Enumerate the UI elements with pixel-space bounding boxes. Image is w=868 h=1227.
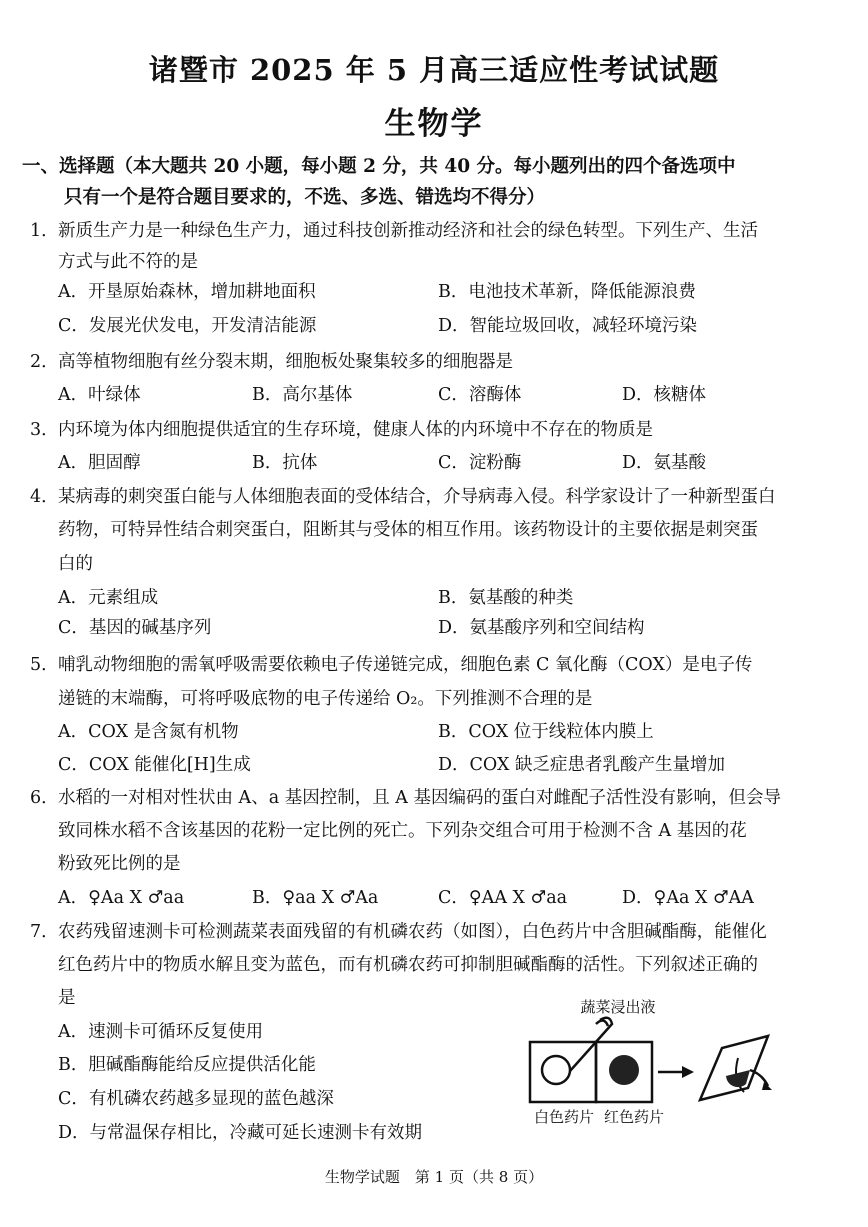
question-number: 4． bbox=[30, 487, 59, 507]
figure-label-red: 红色药片 bbox=[604, 1108, 665, 1126]
option-a: A．开垦原始森林，增加耕地面积 bbox=[58, 282, 316, 302]
option-c: C．基因的碱基序列 bbox=[58, 618, 212, 638]
question-stem-line: 水稻的一对相对性状由 A、a 基因控制，且 A 基因编码的蛋白对雌配子活性没有影响，但会导 bbox=[58, 788, 781, 808]
question-stem-line: 粉致死比例的是 bbox=[58, 854, 181, 874]
section-heading-line1: 一、选择题（本大题共 20 小题，每小题 2 分，共 40 分。每小题列出的四个备选项中 bbox=[22, 156, 736, 177]
option-c: C．淀粉酶 bbox=[438, 453, 522, 473]
option-b: B．♀aa X ♂Aa bbox=[252, 888, 379, 908]
folded-card-icon bbox=[700, 1036, 768, 1100]
option-a: A．♀Aa X ♂aa bbox=[58, 888, 185, 908]
red-tablet-icon bbox=[609, 1055, 639, 1085]
test-card-figure bbox=[500, 990, 800, 1140]
exam-title: 诸暨市 2025 年 5 月高三适应性考试试题 bbox=[148, 53, 720, 87]
question-stem-line: 致同株水稻不含该基因的花粉一定比例的死亡。下列杂交组合可用于检测不含 A 基因的花 bbox=[58, 821, 747, 841]
option-d: D．♀Aa X ♂AA bbox=[622, 888, 754, 908]
question-stem-line: 红色药片中的物质水解且变为蓝色，而有机磷农药可抑制胆碱酯酶的活性。下列叙述正确的 bbox=[58, 955, 758, 975]
option-d: D．与常温保存相比，冷藏可延长速测卡有效期 bbox=[58, 1123, 423, 1143]
question-stem-line: 哺乳动物细胞的需氧呼吸需要依赖电子传递链完成，细胞色素 C 氧化酶（COX）是电子传 bbox=[58, 655, 753, 675]
figure-label-extract: 蔬菜浸出液 bbox=[580, 998, 656, 1016]
option-d: D．COX 缺乏症患者乳酸产生量增加 bbox=[438, 755, 725, 775]
option-b: B．胆碱酯酶能给反应提供活化能 bbox=[58, 1055, 316, 1075]
option-b: B．电池技术革新，降低能源浪费 bbox=[438, 282, 696, 302]
question-stem-line: 白的 bbox=[58, 554, 93, 574]
option-b: B．抗体 bbox=[252, 453, 318, 473]
question-stem-line: 新质生产力是一种绿色生产力，通过科技创新推动经济和社会的绿色转型。下列生产、生活 bbox=[58, 221, 758, 241]
question-stem-line: 高等植物细胞有丝分裂末期，细胞板处聚集较多的细胞器是 bbox=[58, 352, 513, 372]
white-tablet-icon bbox=[542, 1056, 570, 1084]
option-b: B．高尔基体 bbox=[252, 385, 353, 405]
option-d: D．氨基酸 bbox=[622, 453, 707, 473]
option-c: C．♀AA X ♂aa bbox=[438, 888, 568, 908]
option-a: A．COX 是含氮有机物 bbox=[58, 722, 239, 742]
section-heading-line2: 只有一个是符合题目要求的，不选、多选、错选均不得分） bbox=[64, 187, 546, 208]
page-footer: 生物学试题 第 1 页（共 8 页） bbox=[324, 1168, 544, 1186]
figure-label-white: 白色药片 bbox=[534, 1108, 595, 1126]
question-number: 1． bbox=[30, 221, 59, 241]
question-stem-line: 方式与此不符的是 bbox=[58, 252, 198, 272]
question-stem-line: 某病毒的刺突蛋白能与人体细胞表面的受体结合，介导病毒入侵。科学家设计了一种新型蛋白 bbox=[58, 487, 776, 507]
option-d: D．智能垃圾回收，减轻环境污染 bbox=[438, 316, 698, 336]
option-a: A．胆固醇 bbox=[58, 453, 141, 473]
option-a: A．元素组成 bbox=[58, 588, 159, 608]
question-stem-line: 递链的末端酶，可将呼吸底物的电子传递给 O₂。下列推测不合理的是 bbox=[58, 689, 593, 709]
question-number: 6． bbox=[30, 788, 59, 808]
question-stem-line: 是 bbox=[58, 988, 76, 1008]
question-stem-line: 药物，可特异性结合刺突蛋白，阻断其与受体的相互作用。该药物设计的主要依据是刺突蛋 bbox=[58, 520, 758, 540]
question-number: 3． bbox=[30, 420, 59, 440]
question-number: 2． bbox=[30, 352, 59, 372]
question-stem-line: 内环境为体内细胞提供适宜的生存环境，健康人体的内环境中不存在的物质是 bbox=[58, 420, 653, 440]
option-c: C．溶酶体 bbox=[438, 385, 522, 405]
option-d: D．核糖体 bbox=[622, 385, 707, 405]
subject-title: 生物学 bbox=[384, 106, 484, 142]
option-c: C．有机磷农药越多显现的蓝色越深 bbox=[58, 1089, 334, 1109]
option-b: B．氨基酸的种类 bbox=[438, 588, 574, 608]
option-b: B．COX 位于线粒体内膜上 bbox=[438, 722, 654, 742]
question-number: 5． bbox=[30, 655, 59, 675]
option-a: A．叶绿体 bbox=[58, 385, 141, 405]
option-c: C．发展光伏发电，开发清洁能源 bbox=[58, 316, 317, 336]
question-number: 7． bbox=[30, 922, 59, 942]
question-stem-line: 农药残留速测卡可检测蔬菜表面残留的有机磷农药（如图），白色药片中含胆碱酯酶，能催化 bbox=[58, 922, 767, 942]
option-c: C．COX 能催化[H]生成 bbox=[58, 755, 251, 775]
option-a: A．速测卡可循环反复使用 bbox=[58, 1022, 264, 1042]
option-d: D．氨基酸序列和空间结构 bbox=[438, 618, 645, 638]
